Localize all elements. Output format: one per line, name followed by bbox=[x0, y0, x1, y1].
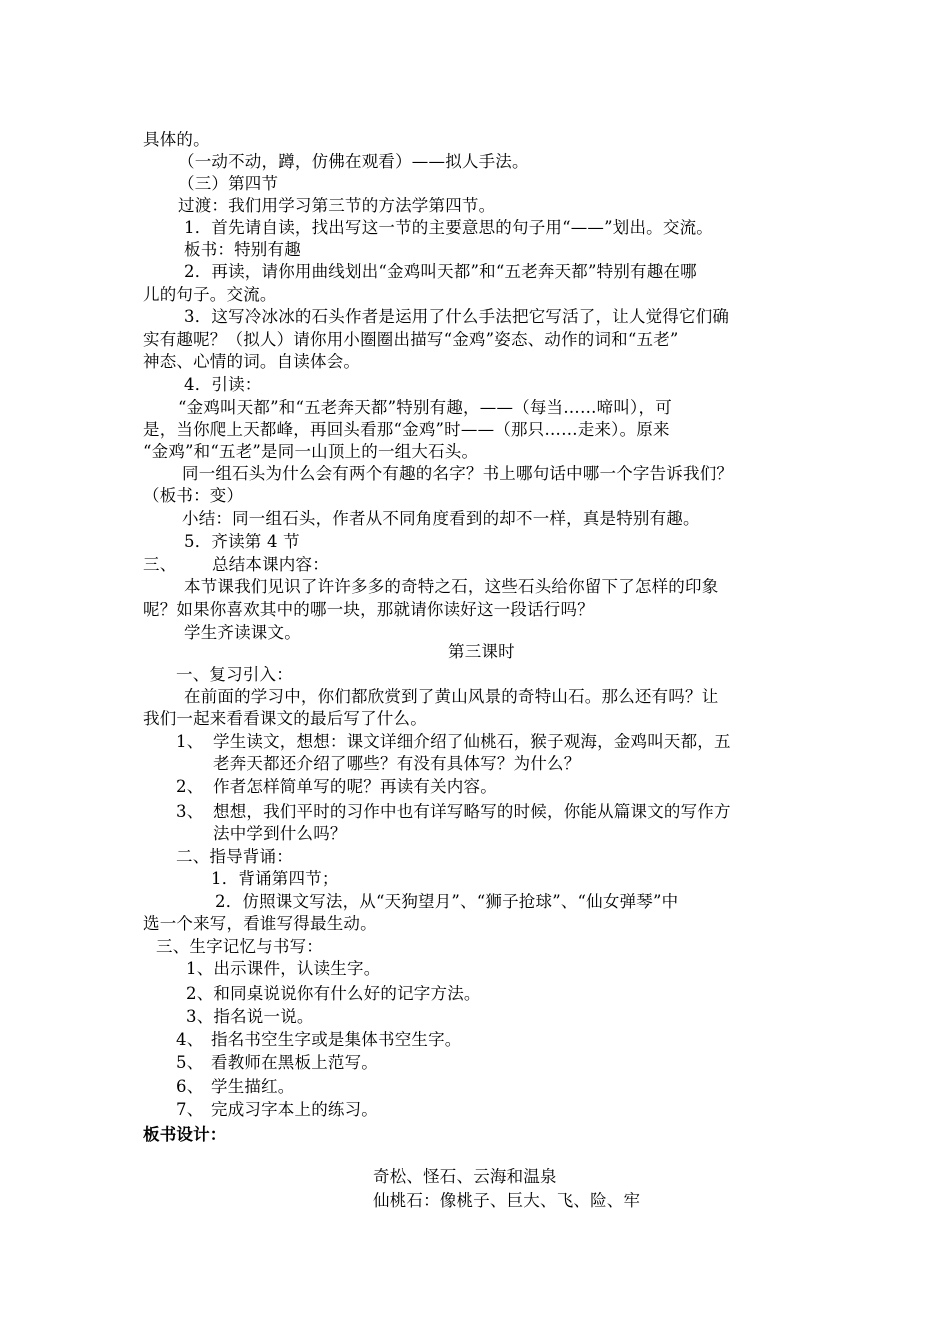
list-item-text: 看教师在黑板上范写。 bbox=[211, 1053, 378, 1072]
text-line: 1．首先请自读，找出写这一节的主要意思的句子用“——”划出。交流。 bbox=[184, 218, 713, 237]
list-number: 4、 bbox=[176, 1030, 204, 1049]
text-line: “金鸡”和“五老”是同一山顶上的一组大石头。 bbox=[143, 442, 479, 461]
text-line: 我们一起来看看课文的最后写了什么。 bbox=[143, 709, 427, 728]
text-line: 选一个来写，看谁写得最生动。 bbox=[143, 914, 377, 933]
section-heading: 三、生字记忆与书写： bbox=[156, 937, 323, 956]
text-line: 5．齐读第 4 节 bbox=[184, 532, 300, 551]
list-number: 2、 bbox=[176, 777, 204, 796]
list-item-text: 指名书空生字或是集体书空生字。 bbox=[211, 1030, 462, 1049]
text-line: 本节课我们见识了许许多多的奇特之石，这些石头给你留下了怎样的印象 bbox=[184, 577, 719, 596]
text-line: 同一组石头为什么会有两个有趣的名字？书上哪句话中哪一个字告诉我们？ bbox=[182, 464, 734, 483]
lesson-title: 第三课时 bbox=[448, 642, 515, 661]
section-heading: 二、指导背诵： bbox=[176, 847, 293, 866]
text-line: 学生齐读课文。 bbox=[184, 623, 301, 642]
list-item-text: 完成习字本上的练习。 bbox=[211, 1100, 378, 1119]
list-item-text: 1、出示课件，认读生字。 bbox=[186, 959, 381, 978]
section-heading: 总结本课内容： bbox=[212, 555, 329, 574]
text-line: 是，当你爬上天都峰，再回头看那“金鸡”时——（那只……走来）。原来 bbox=[143, 420, 670, 439]
board-line: 仙桃石：像桃子、巨大、飞、险、牢 bbox=[373, 1191, 641, 1210]
text-line: 板书：特别有趣 bbox=[184, 240, 301, 259]
text-line: 在前面的学习中，你们都欣赏到了黄山风景的奇特山石。那么还有吗？让 bbox=[184, 687, 719, 706]
section-number: 三、 bbox=[143, 555, 177, 574]
list-item-text: 2、和同桌说说你有什么好的记字方法。 bbox=[186, 984, 481, 1003]
text-line: 儿的句子。交流。 bbox=[143, 285, 277, 304]
text-line: 过渡：我们用学习第三节的方法学第四节。 bbox=[178, 196, 496, 215]
list-number: 3、 bbox=[176, 802, 204, 821]
list-number: 6、 bbox=[176, 1077, 204, 1096]
text-line: 3．这写冷冰冰的石头作者是运用了什么手法把它写活了，让人觉得它们确 bbox=[184, 307, 730, 326]
board-design-heading: 板书设计： bbox=[143, 1125, 227, 1144]
text-line: （板书：变） bbox=[143, 486, 244, 505]
text-line: 神态、心情的词。自读体会。 bbox=[143, 352, 361, 371]
list-item-text: 想想，我们平时的习作中也有详写略写的时候，你能从篇课文的写作方 bbox=[213, 802, 731, 821]
section-heading: 一、复习引入： bbox=[176, 665, 293, 684]
list-number: 7、 bbox=[176, 1100, 204, 1119]
list-item-text: 法中学到什么吗？ bbox=[213, 824, 347, 843]
list-number: 5、 bbox=[176, 1053, 204, 1072]
text-line: 2．再读，请你用曲线划出“金鸡叫天都”和“五老奔天都”特别有趣在哪 bbox=[184, 262, 697, 281]
text-line: 1．背诵第四节； bbox=[211, 869, 339, 888]
text-line: 实有趣呢？（拟人）请你用小圈圈出描写“金鸡”姿态、动作的词和“五老” bbox=[143, 330, 679, 349]
text-line: 小结：同一组石头，作者从不同角度看到的却不一样，真是特别有趣。 bbox=[182, 509, 700, 528]
text-line: 呢？如果你喜欢其中的哪一块，那就请你读好这一段话行吗？ bbox=[143, 600, 594, 619]
text-line: 2．仿照课文写法，从“天狗望月”、“狮子抢球”、“仙女弹琴”中 bbox=[215, 892, 679, 911]
list-item-text: 学生读文，想想：课文详细介绍了仙桃石，猴子观海，金鸡叫天都，五 bbox=[213, 732, 731, 751]
list-item-text: 3、指名说一说。 bbox=[186, 1007, 314, 1026]
list-item-text: 学生描红。 bbox=[211, 1077, 295, 1096]
list-number: 1、 bbox=[176, 732, 204, 751]
text-line: （一动不动，蹲，仿佛在观看）——拟人手法。 bbox=[178, 152, 529, 171]
board-line: 奇松、怪石、云海和温泉 bbox=[373, 1167, 557, 1186]
text-line: （三）第四节 bbox=[178, 174, 279, 193]
text-line: “金鸡叫天都”和“五老奔天都”特别有趣，——（每当……啼叫），可 bbox=[178, 398, 672, 417]
text-line: 4．引读： bbox=[184, 375, 262, 394]
text-line: 具体的。 bbox=[143, 130, 210, 149]
list-item-text: 老奔天都还介绍了哪些？有没有具体写？为什么？ bbox=[213, 754, 581, 773]
list-item-text: 作者怎样简单写的呢？再读有关内容。 bbox=[213, 777, 497, 796]
